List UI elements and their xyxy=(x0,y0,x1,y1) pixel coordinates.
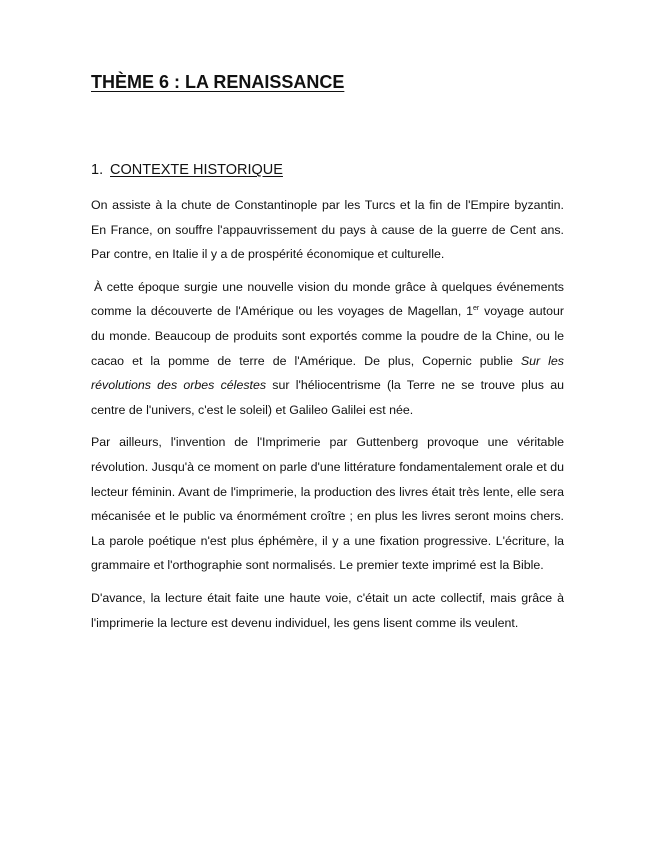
section-label: CONTEXTE HISTORIQUE xyxy=(110,162,283,178)
paragraph-1: On assiste à la chute de Constantinople par les Turcs et la fin de l'Empire byzantin. En France, on souffre l'appauvrissement du pays à cause de la guerre de Cent ans. Par contre, en Italie il y a de prospérité économique et culturelle. xyxy=(91,198,564,262)
paragraph-2 xyxy=(91,275,564,423)
paragraph-4: D'avance, la lecture était faite une haute voie, c'était un acte collectif, mais grâce à l'imprimerie la lecture est devenu individuel, les gens lisent comme ils veulent. xyxy=(91,590,564,630)
section-heading xyxy=(91,162,283,178)
ordinal-superscript: er xyxy=(473,305,480,313)
paragraph-2-part-b: voyage autour du monde. Beaucoup de produits sont exportés comme la poudre de la Chine, ou le cacao et la pomme de terre de l'Amérique. De plus, Copernic publie xyxy=(91,304,564,368)
page-title: THÈME 6 : LA RENAISSANCE xyxy=(91,72,345,92)
section-body xyxy=(91,193,564,643)
paragraph-2-part-c: sur l'héliocentrisme (la Terre ne se trouve plus au centre de l'univers, c'est le soleil) et Galileo Galilei est née. xyxy=(91,378,564,417)
paragraph-2-part-a: À cette époque surgie une nouvelle vision du monde grâce à quelques événements comme la découverte de l'Amérique ou les voyages de Magellan, 1 xyxy=(91,279,564,319)
book-title-italic: Sur les révolutions des orbes célestes xyxy=(91,353,564,393)
section-number: 1. xyxy=(91,162,104,178)
paragraph-3: Par ailleurs, l'invention de l'Imprimerie par Guttenberg provoque une véritable révolution. Jusqu'à ce moment on parle d'une littérature fondamentalement orale et du lecteur féminin. Avant de l'imprimerie, la production des livres était très lente, elle sera mécanisée et le public va énormément croître ; en plus les livres seront moins chers. La parole poétique n'est plus éphémère, il y a une fixation progressive. L'écriture, la grammaire et l'orthographie sont normalisés. Le premier texte imprimé est la Bible. xyxy=(91,435,564,573)
